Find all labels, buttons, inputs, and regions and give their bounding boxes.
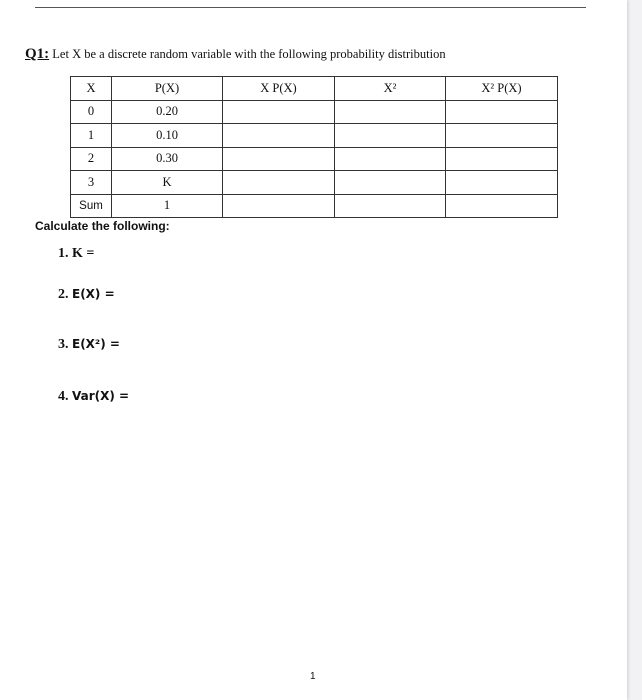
question-item-k	[58, 246, 94, 262]
cell-px: 0.30	[112, 147, 223, 171]
cell-xpx	[223, 171, 335, 195]
table-row	[71, 124, 558, 148]
item-number: 4.	[58, 389, 69, 404]
cell-px: K	[112, 171, 223, 195]
question-line	[25, 46, 446, 63]
item-number: 1.	[58, 246, 69, 261]
question-item-ex2	[58, 337, 120, 353]
item-number: 3.	[58, 337, 69, 352]
question-item-ex	[58, 287, 115, 303]
header-px: P(X)	[112, 77, 223, 101]
table-row	[71, 147, 558, 171]
header-x2px: X² P(X)	[446, 77, 558, 101]
cell-sum-xpx	[223, 194, 335, 218]
table-sum-row	[71, 194, 558, 218]
cell-px: 0.10	[112, 124, 223, 148]
header-x: X	[71, 77, 112, 101]
item-expression: Var(X) =	[72, 389, 130, 403]
cell-sum-label: Sum	[71, 194, 112, 218]
header-x2: X²	[335, 77, 446, 101]
item-expression: E(X) =	[72, 287, 115, 301]
table-header-row	[71, 77, 558, 101]
cell-x: 2	[71, 147, 112, 171]
cell-sum-px: 1	[112, 194, 223, 218]
header-xpx: X P(X)	[223, 77, 335, 101]
cell-x2px	[446, 147, 558, 171]
page-number: 1	[310, 671, 316, 682]
cell-x: 3	[71, 171, 112, 195]
question-item-var	[58, 389, 129, 405]
cell-xpx	[223, 100, 335, 124]
cell-x2	[335, 147, 446, 171]
top-rule	[35, 7, 586, 8]
cell-sum-x2px	[446, 194, 558, 218]
item-expression: E(X²) =	[72, 337, 120, 351]
table-row	[71, 100, 558, 124]
cell-x2px	[446, 124, 558, 148]
instruction-text: Calculate the following:	[35, 219, 170, 233]
cell-x2	[335, 124, 446, 148]
cell-x2px	[446, 100, 558, 124]
cell-x2px	[446, 171, 558, 195]
cell-x2	[335, 171, 446, 195]
question-text: Let X be a discrete random variable with the following probability distribution	[52, 47, 446, 61]
item-number: 2.	[58, 287, 69, 302]
cell-xpx	[223, 124, 335, 148]
item-expression: K =	[72, 246, 95, 261]
cell-x2	[335, 100, 446, 124]
table-row	[71, 171, 558, 195]
cell-x: 0	[71, 100, 112, 124]
cell-px: 0.20	[112, 100, 223, 124]
probability-table	[70, 76, 558, 218]
question-number: Q1:	[25, 46, 50, 62]
cell-sum-x2	[335, 194, 446, 218]
cell-x: 1	[71, 124, 112, 148]
cell-xpx	[223, 147, 335, 171]
